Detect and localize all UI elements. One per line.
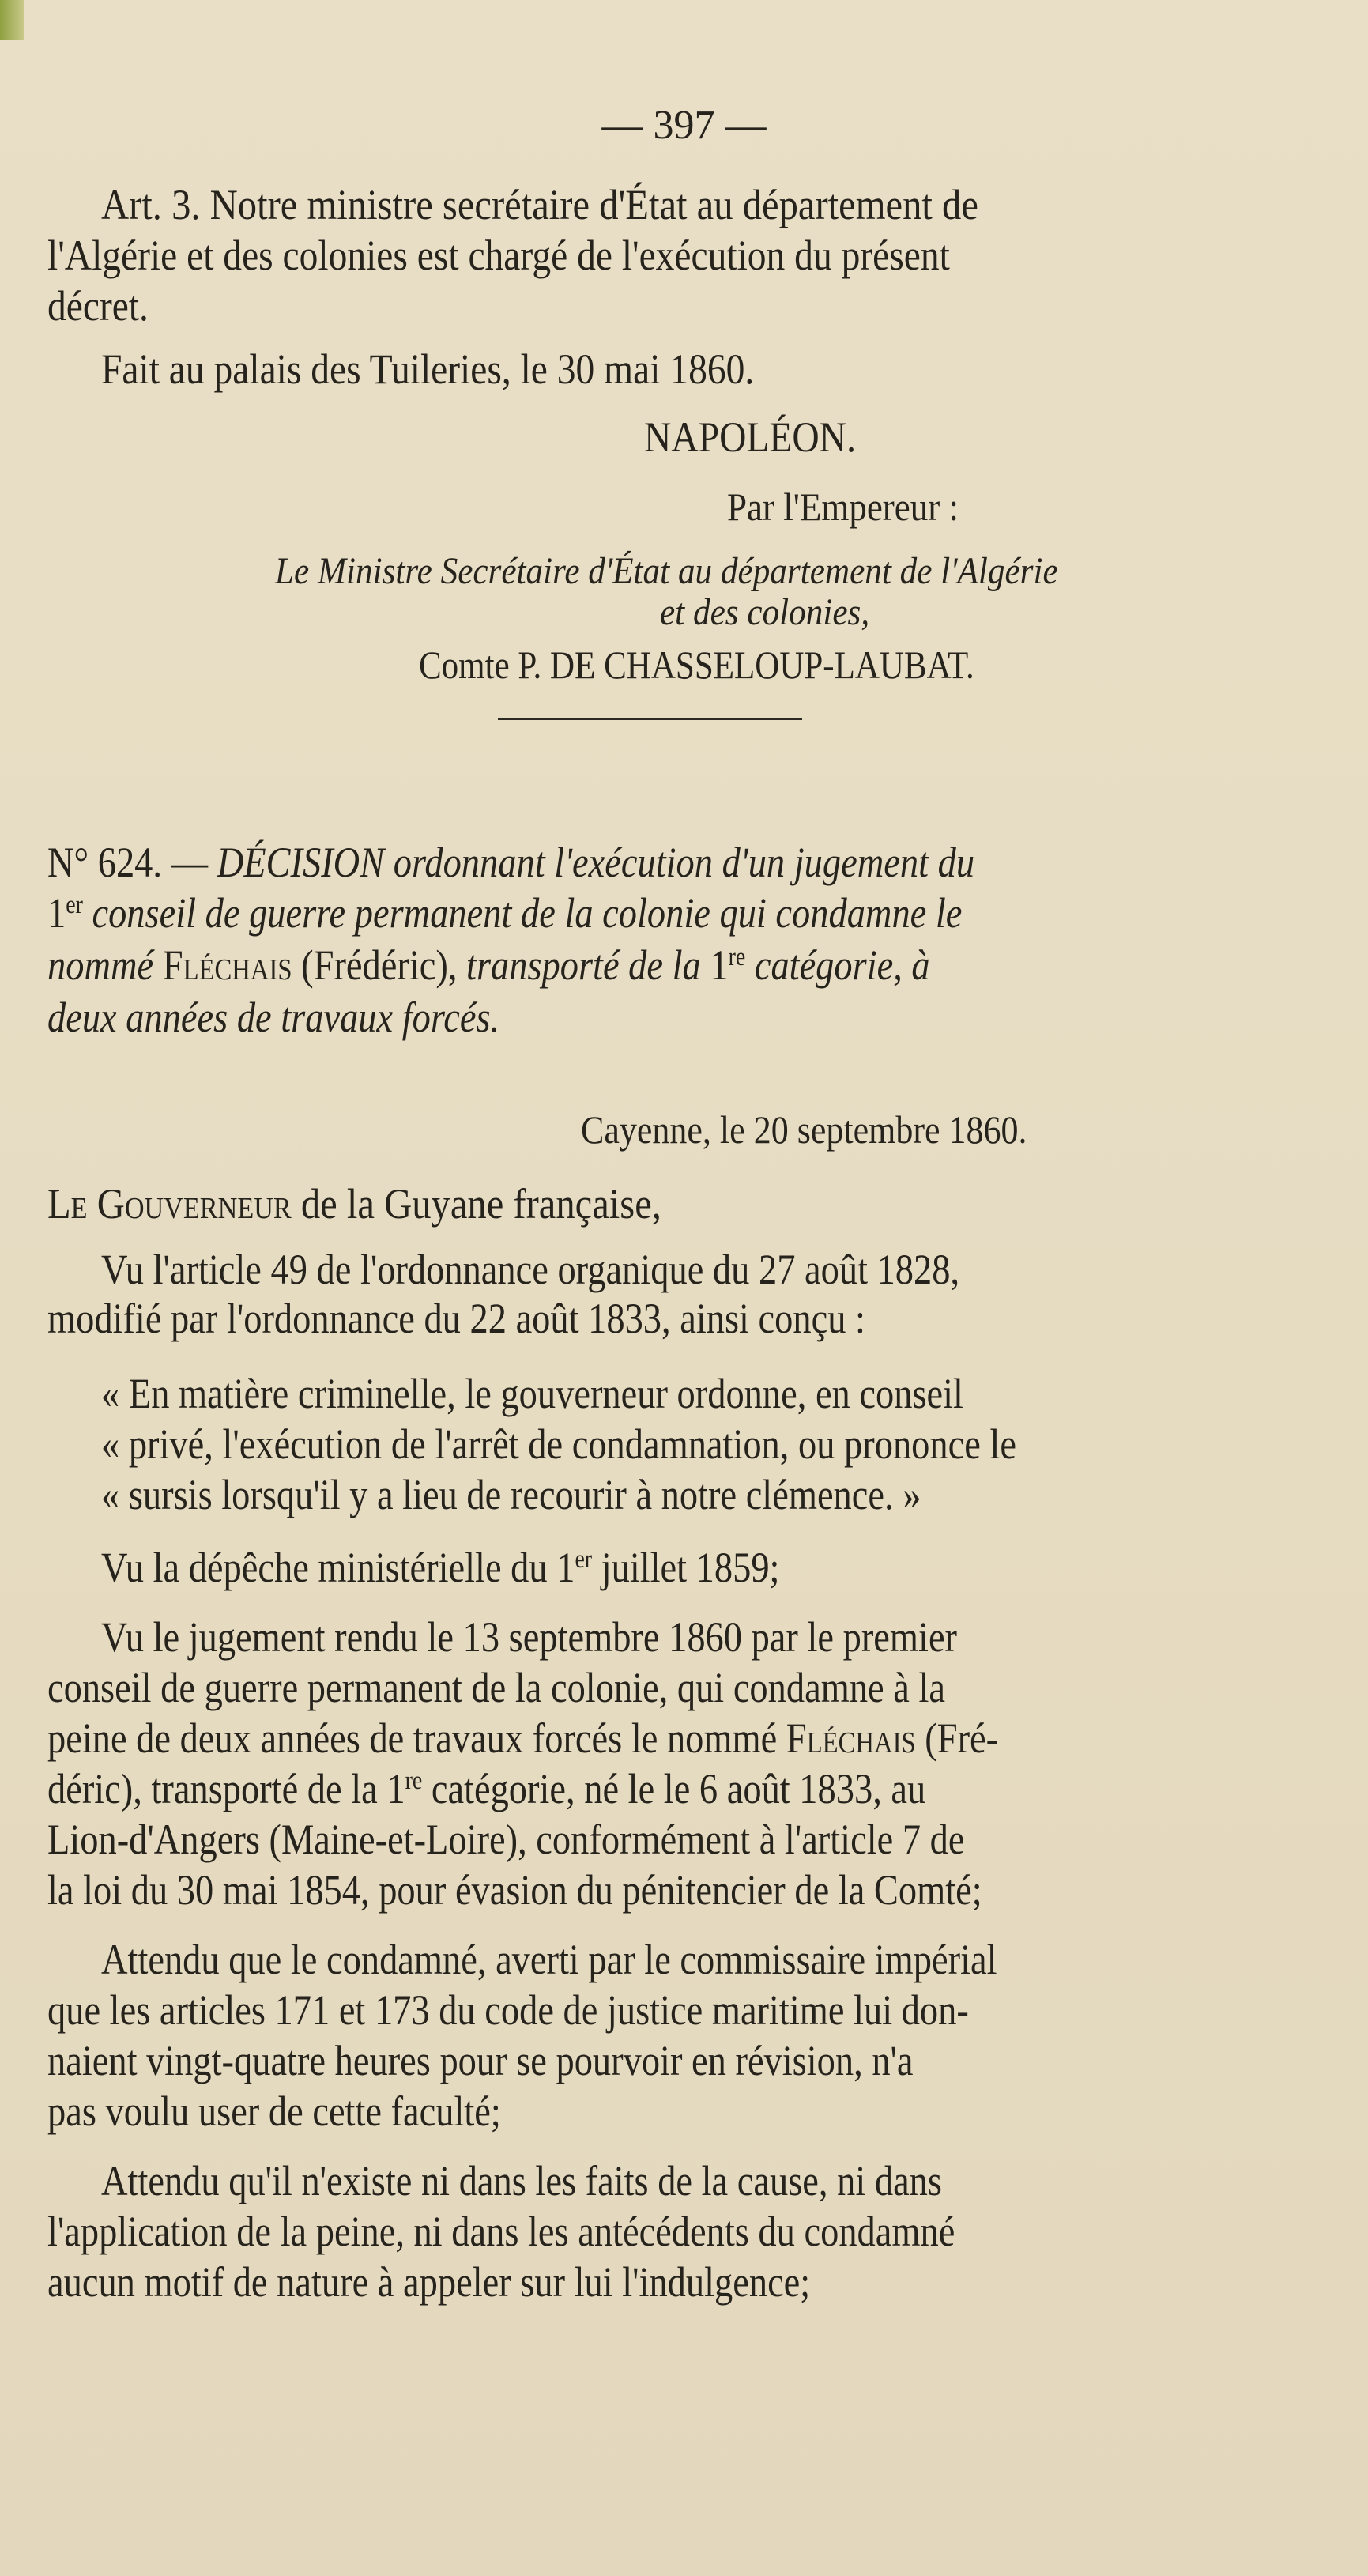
vu-jugement-line-4-text: déric), transporté de la 1 — [47, 1765, 405, 1812]
decision-name: Fléchais — [162, 941, 292, 989]
minister-title-line-1: Le Ministre Secrétaire d'État au département de l'Algérie — [275, 550, 1058, 592]
article-3-line-1: Art. 3. Notre ministre secrétaire d'État au département de — [101, 181, 978, 228]
governor-lead: Le Gouverneur — [47, 1180, 292, 1228]
attendu-1-line-2: que les articles 171 et 173 du code de justice maritime lui don- — [47, 1986, 969, 2034]
signature-napoleon: NAPOLÉON. — [644, 413, 856, 461]
decision-ordinal-sup: er — [66, 891, 83, 920]
par-l-empereur: Par l'Empereur : — [727, 485, 959, 529]
vu-article-49-line-2: modifié par l'ordonnance du 22 août 1833, ainsi conçu : — [47, 1295, 865, 1342]
vu-jugement-line-4-sup: re — [405, 1767, 423, 1796]
minister-title-line-2: et des colonies, — [660, 591, 870, 633]
vu-article-49-line-1: Vu l'article 49 de l'ordonnance organique du 27 août 1828, — [101, 1246, 960, 1293]
decision-title-part-3: nommé — [47, 941, 154, 989]
section-divider — [498, 718, 802, 720]
decision-name-paren: (Frédéric), — [301, 941, 458, 989]
decision-number: N° 624. — — [47, 839, 209, 886]
vu-depeche-date: juillet 1859; — [601, 1544, 780, 1591]
attendu-2-line-1: Attendu qu'il n'existe ni dans les faits de la cause, ni dans — [101, 2157, 942, 2204]
attendu-1-line-1: Attendu que le condamné, averti par le commissaire impérial — [101, 1936, 997, 1983]
quote-line-1: « En matière criminelle, le gouverneur ordonne, en conseil — [101, 1370, 963, 1417]
decision-heading-line-1 — [47, 838, 974, 887]
attendu-1-line-4: pas voulu user de cette faculté; — [47, 2088, 501, 2135]
vu-jugement-line-2: conseil de guerre permanent de la colonie, qui condamne à la — [47, 1664, 946, 1711]
vu-jugement-line-4-end: catégorie, né le le 6 août 1833, au — [431, 1765, 926, 1812]
page-edge-mark — [0, 0, 24, 40]
governor-line — [47, 1179, 661, 1228]
quote-line-3: « sursis lorsqu'il y a lieu de recourir à notre clémence. » — [101, 1471, 921, 1518]
vu-jugement-line-3 — [47, 1714, 998, 1763]
page-number: — 397 — — [601, 103, 767, 148]
fait-au-palais-line: Fait au palais des Tuileries, le 30 mai 1860. — [101, 345, 755, 393]
place-date: Cayenne, le 20 septembre 1860. — [581, 1107, 1027, 1152]
vu-jugement-line-5: Lion-d'Angers (Maine-et-Loire), conformément à l'article 7 de — [47, 1816, 965, 1863]
vu-jugement-line-3-text: peine de deux années de travaux forcés le nommé — [47, 1714, 778, 1762]
decision-ordinal: 1 — [47, 889, 66, 937]
vu-jugement-line-6: la loi du 30 mai 1854, pour évasion du pénitencier de la Comté; — [47, 1866, 982, 1914]
decision-title-part-2: conseil de guerre permanent de la colonie qui condamne le — [92, 889, 963, 937]
vu-depeche-sup: er — [575, 1545, 593, 1575]
governor-rest: de la Guyane française, — [300, 1180, 661, 1228]
decision-title-part-5: catégorie, à — [754, 941, 930, 989]
attendu-1-line-3: naient vingt-quatre heures pour se pourvoir en révision, n'a — [47, 2037, 914, 2084]
decision-heading-line-2 — [47, 888, 962, 937]
article-3-line-3: décret. — [47, 282, 149, 330]
minister-name: Comte P. DE CHASSELOUP-LAUBAT. — [419, 643, 974, 687]
article-3-line-2: l'Algérie et des colonies est chargé de l'exécution du présent — [47, 232, 950, 279]
vu-depeche-line — [101, 1543, 779, 1592]
attendu-2-line-3: aucun motif de nature à appeler sur lui l'indulgence; — [47, 2258, 811, 2306]
decision-category: 1 — [710, 941, 729, 989]
vu-jugement-name: Fléchais — [786, 1714, 916, 1762]
vu-jugement-line-4 — [47, 1764, 925, 1813]
decision-heading-line-4: deux années de travaux forcés. — [47, 994, 500, 1041]
vu-jugement-line-3-end: (Fré- — [925, 1714, 999, 1762]
vu-depeche-text: Vu la dépêche ministérielle du 1 — [101, 1544, 575, 1591]
attendu-2-line-2: l'application de la peine, ni dans les antécédents du condamné — [47, 2208, 955, 2255]
vu-jugement-line-1: Vu le jugement rendu le 13 septembre 1860 par le premier — [101, 1613, 958, 1661]
decision-heading-line-3 — [47, 941, 930, 990]
decision-title-part-4: transporté de la — [466, 941, 701, 989]
quote-line-2: « privé, l'exécution de l'arrêt de condamnation, ou prononce le — [101, 1420, 1016, 1468]
decision-category-sup: re — [728, 943, 746, 972]
decision-title-part-1: DÉCISION ordonnant l'exécution d'un jugement du — [217, 839, 975, 886]
